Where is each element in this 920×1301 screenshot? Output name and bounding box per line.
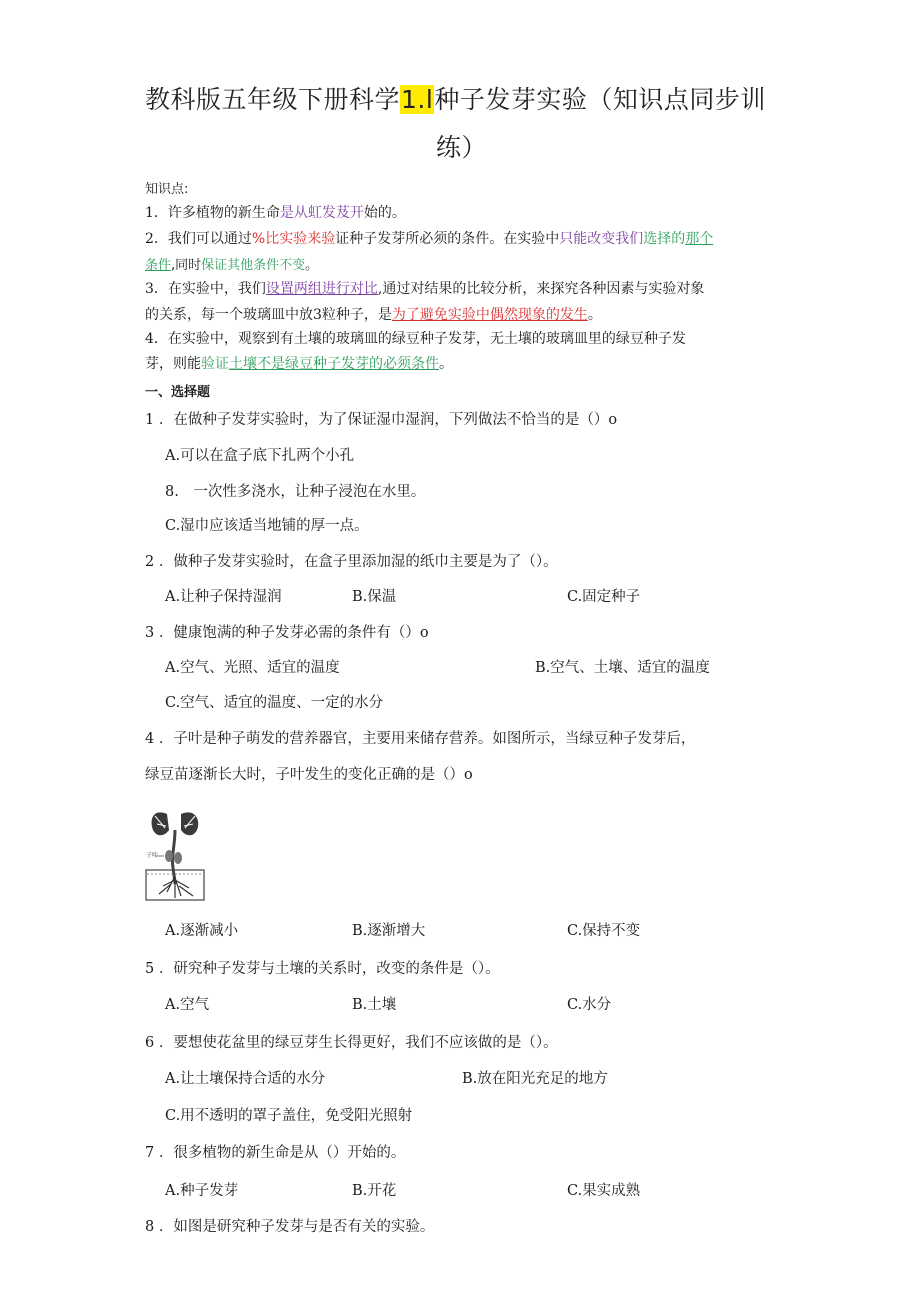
question-3-stem: 3 ．健康饱满的种子发芽必需的条件有（）o — [145, 625, 429, 641]
roots-icon — [159, 876, 193, 898]
knowledge-point-3-cont: 的关系，每一个玻璃皿中放3粒种子，是为了避免实验中偶然现象的发生。 — [145, 307, 602, 323]
right-leaf-icon — [181, 812, 198, 835]
question-4-stem-cont: 绿豆苗逐渐长大时，子叶发生的变化正确的是（）o — [145, 767, 473, 783]
knowledge-point-4-cont: 芽，则能验证土壤不是绿豆种子发芽的必须条件。 — [145, 356, 453, 372]
knowledge-point-4: 4．在实验中，观察到有土壤的玻璃皿的绿豆种子发芽，无土壤的玻璃皿里的绿豆种子发 — [145, 331, 686, 347]
question-5-option-a: A.空气 — [165, 997, 210, 1013]
question-7-option-a: A.种子发芽 — [165, 1183, 239, 1199]
left-leaf-icon — [152, 812, 169, 835]
question-6-stem: 6 ．要想使花盆里的绿豆芽生长得更好，我们不应该做的是（）。 — [145, 1035, 558, 1051]
question-1-option-a: A.可以在盒子底下扎两个小孔 — [165, 448, 355, 464]
page-title — [145, 80, 766, 116]
question-7-option-b: B.开花 — [352, 1183, 397, 1199]
question-4-option-b: B.逐渐增大 — [352, 923, 426, 939]
knowledge-heading: 知识点: — [145, 182, 189, 197]
title-part2: 种子发芽实验（知识点同步训 — [434, 85, 766, 114]
title-highlight: 1.l — [401, 85, 434, 114]
question-8-stem: 8 ．如图是研究种子发芽与是否有关的实验。 — [145, 1219, 435, 1235]
question-7-stem: 7 ．很多植物的新生命是从（）开始的。 — [145, 1145, 406, 1161]
question-3-option-b: B.空气、土壤、适宜的温度 — [535, 660, 710, 676]
question-5-stem: 5 ．研究种子发芽与土壤的关系时，改变的条件是（）。 — [145, 961, 500, 977]
question-2-option-c: C.固定种子 — [567, 589, 641, 605]
question-2-option-b: B.保温 — [352, 589, 397, 605]
question-1-option-b: 8. 一次性多浇水，让种子浸泡在水里。 — [165, 484, 426, 500]
knowledge-point-2-cont: 条件,同时保证其他条件不变。 — [145, 258, 319, 273]
question-4-option-a: A.逐渐减小 — [165, 923, 239, 939]
question-5-option-b: B.土壤 — [352, 997, 397, 1013]
page-title-line2: 练） — [436, 133, 488, 162]
cotyledon-icon — [165, 850, 173, 862]
question-6-option-c: C.用不透明的罩子盖住，免受阳光照射 — [165, 1108, 413, 1124]
question-4-option-c: C.保持不变 — [567, 923, 641, 939]
figure-label-cotyledon: 子叶 — [146, 852, 159, 859]
question-1-option-c: C.湿巾应该适当地铺的厚一点。 — [165, 518, 369, 534]
question-5-option-c: C.水分 — [567, 997, 612, 1013]
question-4-stem: 4 ．子叶是种子萌发的营养器官，主要用来储存营养。如图所示，当绿豆种子发芽后， — [145, 731, 696, 747]
question-2-stem: 2 ．做种子发芽实验时，在盒子里添加湿的纸巾主要是为了（）。 — [145, 554, 558, 570]
question-6-option-a: A.让土壤保持合适的水分 — [165, 1071, 326, 1087]
knowledge-point-1: 1．许多植物的新生命是从虹发芨开始的。 — [145, 205, 406, 221]
question-3-option-c: C.空气、适宜的温度、一定的水分 — [165, 695, 384, 711]
title-part1: 教科版五年级下册科学 — [145, 85, 401, 114]
knowledge-point-3: 3．在实验中，我们设置两组进行对比,通过对结果的比较分析，来探究各种因素与实验对象 — [145, 281, 705, 297]
seedling-figure — [145, 806, 205, 901]
section-heading: 一、选择题 — [145, 385, 211, 400]
question-3-option-a: A.空气、光照、适宜的温度 — [165, 660, 340, 676]
question-2-option-a: A.让种子保持湿润 — [165, 589, 282, 605]
question-7-option-c: C.果实成熟 — [567, 1183, 641, 1199]
question-6-option-b: B.放在阳光充足的地方 — [462, 1071, 608, 1087]
question-1-stem: 1 ．在做种子发芽实验时，为了保证湿巾湿润，下列做法不恰当的是（）o — [145, 412, 618, 428]
knowledge-point-2: 2．我们可以通过%比实验来验证种子发芽所必须的条件。在实验中只能改变我们选择的那个 — [145, 231, 714, 247]
